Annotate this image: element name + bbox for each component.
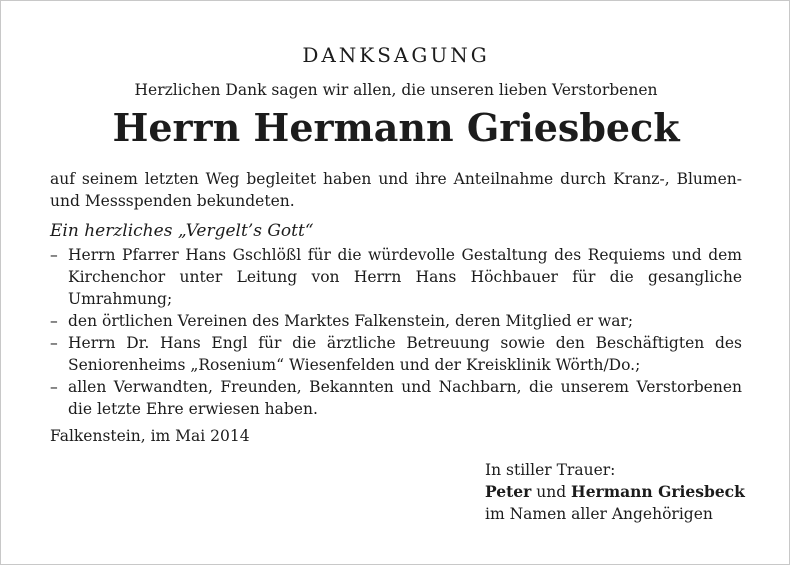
dash-marker: – <box>50 378 58 396</box>
signature-connector: und <box>531 483 572 501</box>
list-item-text: allen Verwandten, Freunden, Bekannten und Nachbarn, die unserem Verstorbenen die letzte Ehre erwiesen haben. <box>68 378 742 418</box>
list-item <box>50 310 742 332</box>
signature-relatives: im Namen aller Angehörigen <box>485 505 713 523</box>
signature-names <box>485 481 745 503</box>
signature-intro: In stiller Trauer: <box>485 461 616 479</box>
thanks-heading: Ein herzliches „Vergelt’s Gott“ <box>50 221 314 241</box>
list-item-text: Herrn Dr. Hans Engl für die ärztliche Betreuung sowie den Beschäftigten des Seniorenheims „Rosenium“ Wiesenfelden und der Kreisklinik Wörth/Do.; <box>68 334 742 374</box>
dash-marker: – <box>50 334 58 352</box>
list-item <box>50 332 742 376</box>
thanks-list <box>50 244 742 420</box>
subtitle-text: Herzlichen Dank sagen wir allen, die unseren lieben Verstorbenen <box>134 81 658 99</box>
signature-name-peter: Peter <box>485 482 532 501</box>
list-item <box>50 376 742 420</box>
deceased-name: Herrn Hermann Griesbeck <box>112 105 680 150</box>
place-date: Falkenstein, im Mai 2014 <box>50 427 250 445</box>
list-item-text: den örtlichen Vereinen des Marktes Falkenstein, deren Mitglied er war; <box>68 312 634 330</box>
page-title: DANKSAGUNG <box>302 43 490 67</box>
signature-name-hermann: Hermann Griesbeck <box>571 482 745 501</box>
dash-marker: – <box>50 312 58 330</box>
dash-marker: – <box>50 246 58 264</box>
list-item-text: Herrn Pfarrer Hans Gschlößl für die würdevolle Gestaltung des Requiems und dem Kirchenchor unter Leitung von Herrn Hans Höchbauer für die gesangliche Umrahmung; <box>68 246 742 308</box>
intro-paragraph: auf seinem letzten Weg begleitet haben und ihre Anteilnahme durch Kranz-, Blumen- und Messspenden bekundeten. <box>50 170 742 210</box>
list-item <box>50 244 742 310</box>
signature-block <box>485 459 745 525</box>
